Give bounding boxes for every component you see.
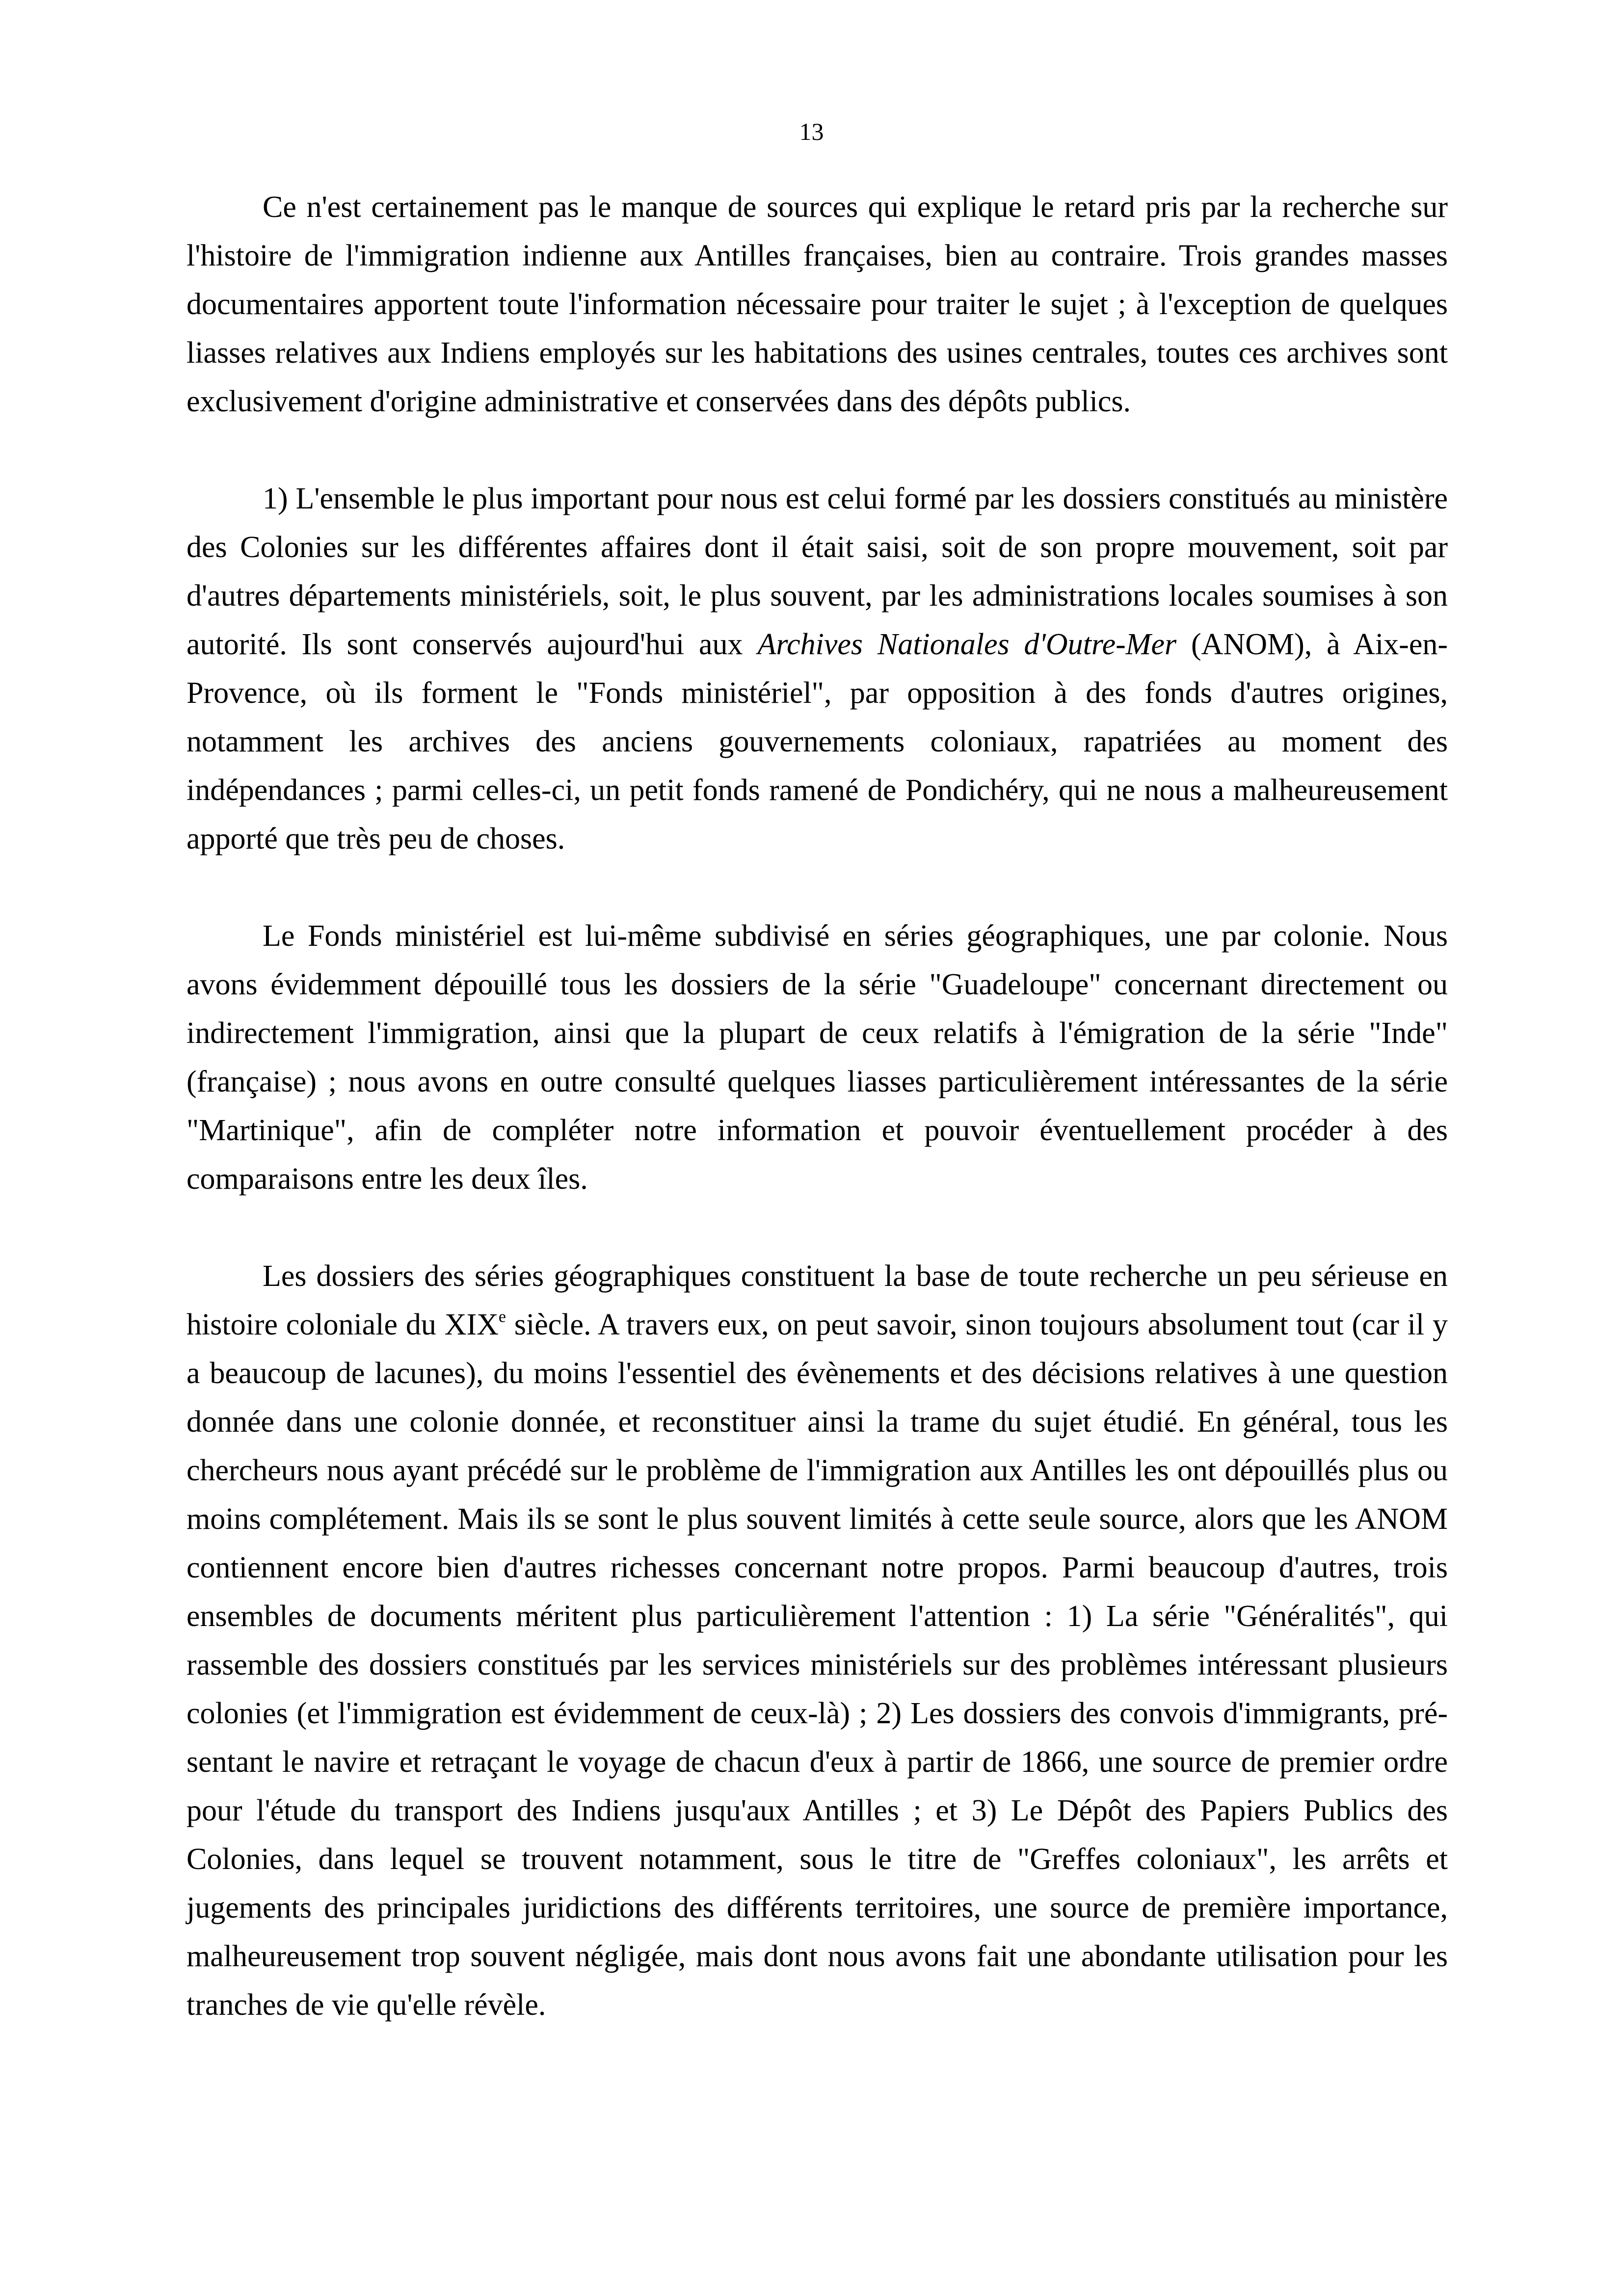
paragraph-dossiers-series bbox=[186, 1252, 1448, 2029]
paragraph-text: siècle. A travers eux, on peut savoir, sinon toujours absolument tout (car il y a beaucoup de lacunes), du moins l'essentiel des évènements et des décisions relatives à une question donnée dans une colonie donnée, et reconstituer ainsi la trame du sujet étudié. En général, tous les chercheurs nous ayant précédé sur le problème de l'immigration aux Antilles les ont dépouillés plus ou moins complétement. Mais ils se sont le plus souvent limités à cette seule source, alors que les ANOM contiennent encore bien d'autres richesses concernant notre propos. Parmi beaucoup d'autres, trois ensembles de documents méritent plus particulièrement l'attention : 1) La série "Généralités", qui rassemble des dossiers constitués par les services ministériels sur des problèmes intéressant plusieurs colonies (et l'immigration est évidemment de ceux-là) ; 2) Les dossiers des convois d'immigrants, présentant le navire et retraçant le voyage de chacun d'eux à partir de 1866, une source de premier ordre pour l'étude du transport des Indiens jusqu'aux Antilles ; et 3) Le Dépôt des Papiers Publics des Colonies, dans lequel se trouvent notamment, sous le titre de "Greffes coloniaux", les arrêts et jugements des principales juridictions des différents territoires, une source de première importance, malheureusement trop souvent négligée, mais dont nous avons fait une abondante utilisation pour les tranches de vie qu'elle révèle. bbox=[186, 1308, 1448, 2022]
archive-name-italic: Archives Nationales d'Outre-Mer bbox=[757, 628, 1177, 661]
paragraph-text: (ANOM), à Aix-en-Provence, où ils forment le "Fonds ministériel", par opposition à des fonds d'autres origines, notamment les archives des anciens gouvernements coloniaux, rapatriées au moment des indépendances ; parmi celles-ci, un petit fonds ramené de Pondichéry, qui ne nous a malheureusement apporté que très peu de choses. bbox=[186, 628, 1448, 855]
paragraph-fonds-ministeriel bbox=[186, 475, 1448, 863]
paragraph-series-geographiques: Le Fonds ministériel est lui-même subdivisé en séries géographiques, une par colonie. Nous avons évidemment dépouillé tous les dossiers de la série "Guadeloupe" concernant directement ou indirectement l'immigration, ainsi que la plupart de ceux relatifs à l'émigration de la série "Inde" (française) ; nous avons en outre consulté quelques liasses particulièrement intéressantes de la série "Martinique", afin de compléter notre information et pouvoir éventuellement procéder à des comparaisons entre les deux îles. bbox=[186, 919, 1448, 1196]
document-body bbox=[186, 183, 1448, 2029]
paragraph-text: Les dossiers des séries géographiques constituent la base de toute recherche un peu sérieuse en histoire coloniale du XIX bbox=[186, 1259, 1448, 1341]
paragraph-intro: Ce n'est certainement pas le manque de sources qui explique le retard pris par la recherche sur l'histoire de l'immigration indienne aux Antilles françaises, bien au contraire. Trois grandes masses documentaires apportent toute l'information nécessaire pour traiter le sujet ; à l'exception de quelques liasses relatives aux Indiens employés sur les habitations des usines centrales, toutes ces archives sont exclusivement d'origine administrative et conservées dans des dépôts publics. bbox=[186, 190, 1448, 418]
century-superscript: e bbox=[498, 1308, 506, 1326]
paragraph-text: 1) L'ensemble le plus important pour nous est celui formé par les dossiers constitués au ministère des Colonies sur les différentes affaires dont il était saisi, soit de son propre mouvement, soit par d'autres départements ministériels, soit, le plus souvent, par les administrations locales soumises à son autorité. Ils sont conservés aujourd'hui aux bbox=[186, 482, 1448, 661]
page-number: 13 bbox=[799, 118, 824, 145]
